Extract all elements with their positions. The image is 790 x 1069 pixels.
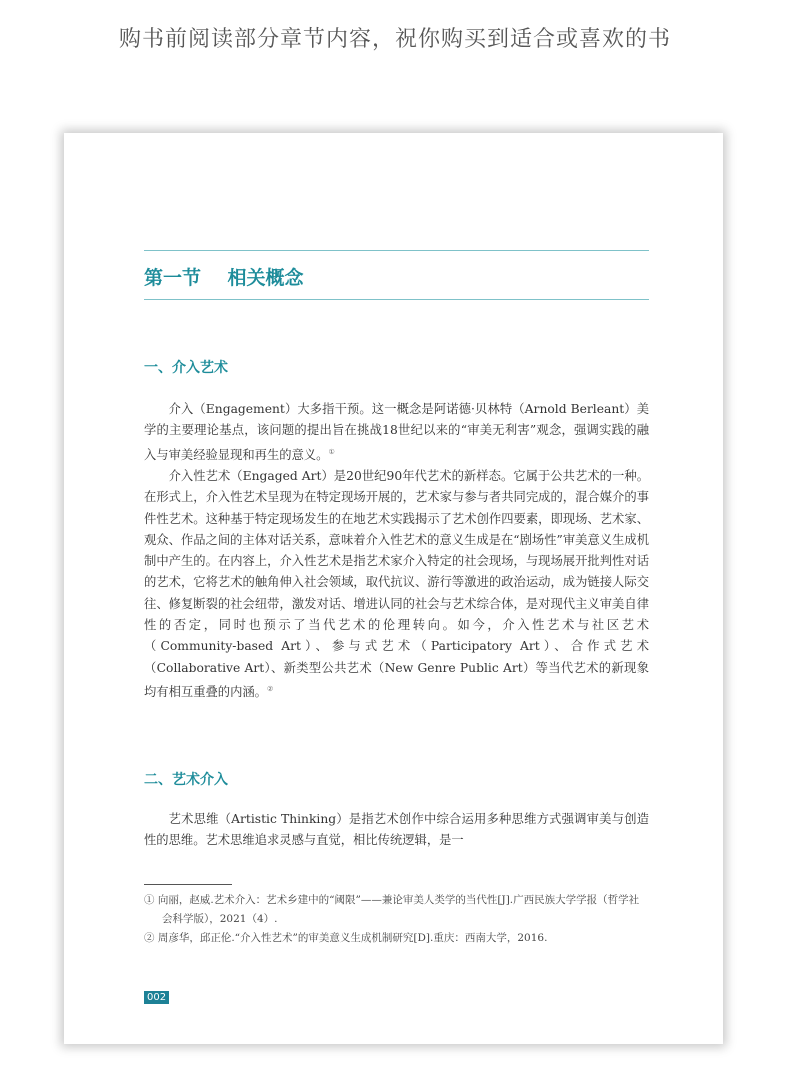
chapter-title: 第一节 相关概念 (144, 267, 304, 289)
footnote-1: ① 向丽，赵威.艺术介入：艺术乡建中的“阈限”——兼论审美人类学的当代性[J].广西民族大学学报（哲学社会科学版），2021（4）. (144, 894, 640, 925)
section-heading-2: 二、艺术介入 (144, 772, 228, 788)
section-heading-1: 一、介入艺术 (144, 360, 228, 376)
chapter-rule-bottom (144, 299, 649, 300)
section-1-body (144, 399, 649, 703)
section-2-body (144, 809, 649, 852)
footnote-divider (144, 884, 232, 885)
page-number: 002 (144, 991, 169, 1004)
paragraph: 艺术思维（Artistic Thinking）是指艺术创作中综合运用多种思维方式强调审美与创造性的思维。艺术思维追求灵感与直觉，相比传统逻辑，是一 (144, 812, 649, 848)
footnotes (144, 891, 649, 948)
chapter-rule-top (144, 250, 649, 251)
book-page (64, 133, 723, 1044)
paragraph: 介入性艺术（Engaged Art）是20世纪90年代艺术的新样态。它属于公共艺术的一种。在形式上，介入性艺术呈现为在特定现场开展的，艺术家与参与者共同完成的，混合媒介的事件性艺术。这种基于特定现场发生的在地艺术实践揭示了艺术创作四要素，即现场、艺术家、观众、作品之间的主体对话关系，意味着介入性艺术的意义生成是在“剧场性”审美意义生成机制中产生的。在内容上，介入性艺术是指艺术家介入特定的社会现场，与现场展开批判性对话的艺术，它将艺术的触角伸入社会领域，取代抗议、游行等激进的政治运动，成为链接人际交往、修复断裂的社会纽带，激发对话、增进认同的社会与艺术综合体，是对现代主义审美自律性的否定，同时也预示了当代艺术的伦理转向。如今，介入性艺术与社区艺术（Community-based Art）、参与式艺术（Participatory Art）、合作式艺术（Collaborative Art）、新类型公共艺术（New Genre Public Art）等当代艺术的新现象均有相互重叠的内涵。② (144, 468, 649, 700)
footnote-ref: ① (328, 447, 335, 456)
footnote-2: ② 周彦华，邱正伦.“介入性艺术”的审美意义生成机制研究[D].重庆：西南大学，2016. (144, 932, 548, 944)
footnote-ref: ② (266, 684, 274, 693)
paragraph: 介入（Engagement）大多指干预。这一概念是阿诺德·贝林特（Arnold Berleant）美学的主要理论基点，该问题的提出旨在挑战18世纪以来的“审美无利害”观念，强调实践的融入与审美经验显现和再生的意义。① (144, 402, 649, 462)
banner-text: 购书前阅读部分章节内容，祝你购买到适合或喜欢的书 (118, 27, 671, 52)
